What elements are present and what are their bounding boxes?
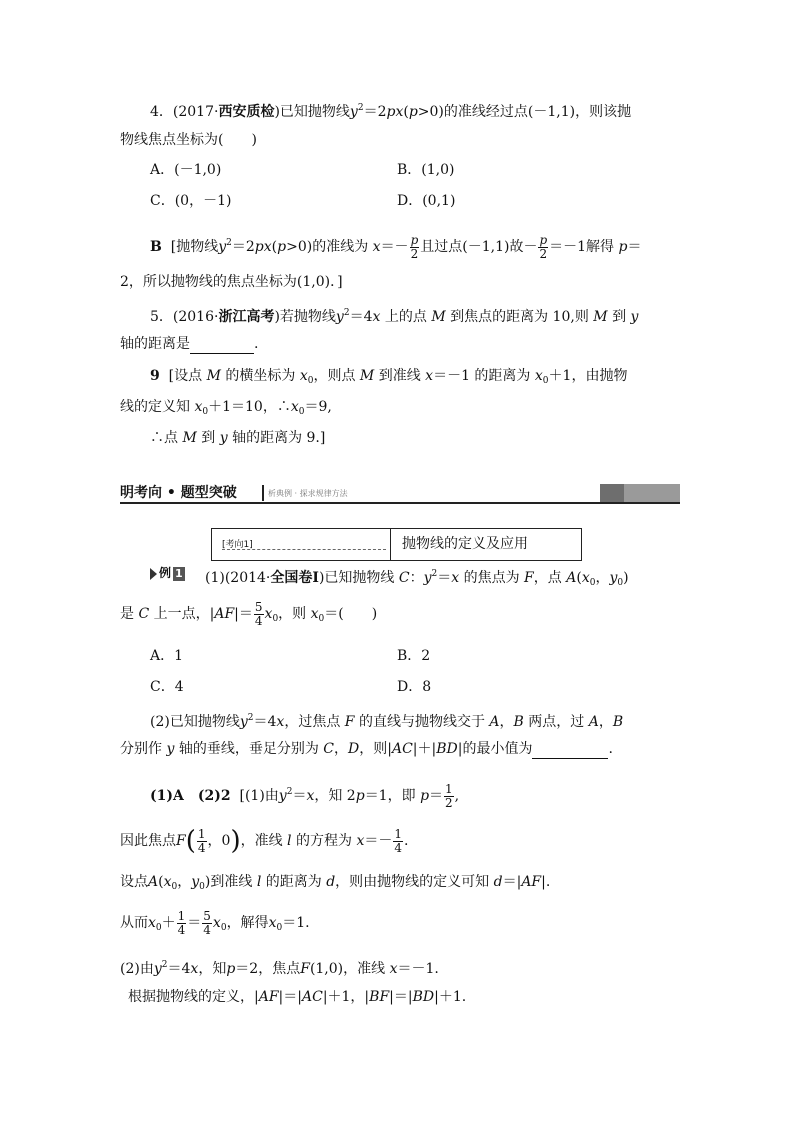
ex1-option-c: C．4	[150, 679, 184, 695]
topic-tag-cell	[212, 529, 391, 560]
ex1-option-d: D．8	[397, 679, 432, 695]
q5-solution-line3: ∴点 M 到 y 轴的距离为 9.]	[150, 430, 326, 446]
ex1-part2-line2: 分别作 y 轴的垂线，垂足分别为 C，D，则|AC|＋|BD|的最小值为 .	[120, 741, 613, 757]
answer-blank	[532, 744, 608, 759]
topic-tag: [考向1]	[222, 540, 253, 550]
q4-line1: 4．(2017·西安质检)已知抛物线$y^2=2px(p>0)$的准线经过点(－1,1)，则该抛	[150, 103, 632, 120]
topic-title: 抛物线的定义及应用	[402, 536, 528, 552]
q4-solution-line2: 2，所以抛物线的焦点坐标为(1,0)．]	[120, 274, 343, 290]
section-subtitle: 析典例 · 探求规律方法	[268, 489, 348, 498]
q5-solution-line1: 9 [设点 M 的横坐标为 $x_0$，则点 M 到准线 x＝－1 的距离为 $x_0+1$，由抛物	[150, 368, 628, 386]
q4-line2: 物线焦点坐标为( )	[120, 132, 257, 148]
section-decor-dark	[600, 484, 624, 502]
section-title: 明考向 • 题型突破	[120, 485, 237, 501]
ex1-solution-line2: 因此焦点F( $\frac{1}{4}$ ，0)，准线 l 的方程为 x＝－ $\frac{1}{4}$ .	[120, 826, 409, 856]
topic-dash-line	[222, 549, 386, 550]
q4-option-a: A．(－1,0)	[150, 162, 222, 178]
section-header	[120, 484, 680, 504]
ex1-solution-line5: (2)由$y^2=4x$，知p＝2，焦点F(1,0)，准线 x＝－1.	[120, 960, 439, 977]
example-tag: 例 1	[150, 565, 185, 581]
section-decor-light	[624, 484, 680, 502]
triangle-icon	[150, 568, 157, 580]
section-divider	[262, 485, 264, 501]
answer-blank	[190, 339, 254, 354]
q4-solution-line1: B [抛物线$y^2=2px(p>0)$的准线为 x＝－ $\frac{p}{2}$ 且过点(－1,1)故－ $\frac{p}{2}$ ＝－1解得 p＝	[150, 232, 642, 261]
ex1-solution-line4: 从而$x_0+$ $\frac{1}{4}$ ＝ $\frac{5}{4}$ $x_0$，解得$x_0=1$.	[120, 908, 310, 937]
q4-option-b: B．(1,0)	[397, 162, 455, 178]
ex1-option-a: A．1	[150, 648, 184, 664]
q5-line2: 轴的距离是 .	[120, 336, 259, 352]
ex1-solution-line3: 设点$A(x_0$，$y_0$)到准线 l 的距离为 d，则由抛物线的定义可知 d＝|AF|.	[120, 874, 551, 892]
ex1-solution-line1: (1)A (2)2 [(1)由$y^2=x$，知 2p＝1，即 p＝ $\frac{1}{2}$ ,	[150, 781, 460, 810]
ex1-part2-line1: (2)已知抛物线$y^2=4x$，过焦点 F 的直线与抛物线交于 A，B 两点，过 A，B	[150, 713, 624, 730]
ex1-line2: 是 C 上一点，|AF|＝ $\frac{5}{4}$ $x_0$，则 $x_0=$( )	[120, 599, 378, 628]
q4-option-c: C．(0，－1)	[150, 193, 232, 209]
topic-box	[211, 528, 582, 561]
ex1-solution-line6: 根据抛物线的定义，|AF|＝|AC|＋1，|BF|＝|BD|＋1.	[128, 989, 467, 1005]
ex1-line1: (1)(2014·全国卷Ⅰ)已知抛物线 C：$y^2=x$ 的焦点为 F，点 $A(x_0$，$y_0$)	[205, 569, 629, 588]
ex1-option-b: B．2	[397, 648, 431, 664]
q5-line1: 5．(2016·浙江高考)若抛物线$y^2=4x$ 上的点 M 到焦点的距离为 10,则 M 到 y	[150, 308, 639, 325]
q4-option-d: D．(0,1)	[397, 193, 456, 209]
q5-solution-line2: 线的定义知 $x_0+1=10$，$\therefore x_0=9$,	[120, 399, 332, 417]
